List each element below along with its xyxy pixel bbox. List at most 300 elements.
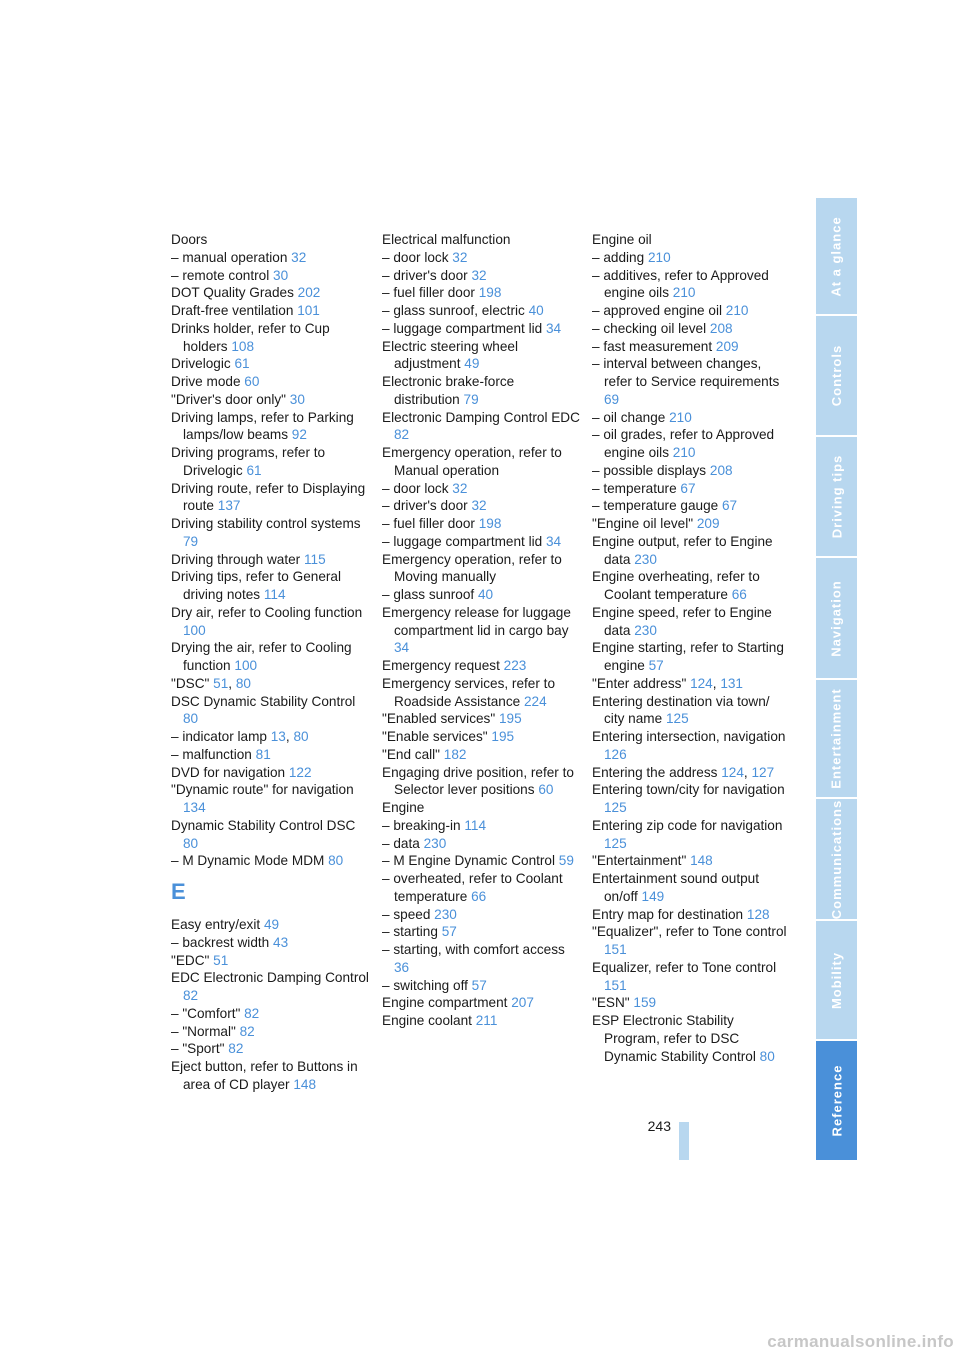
index-entry-text: "End call" xyxy=(382,746,441,762)
index-entry xyxy=(592,959,792,995)
page-number: 243 xyxy=(647,1118,671,1134)
page-link[interactable]: 210 xyxy=(647,249,671,265)
chapter-tab-reference[interactable] xyxy=(816,1041,857,1160)
index-entry-text: – additives, refer to Approved engine oils xyxy=(592,267,769,301)
page-link[interactable]: 61 xyxy=(246,462,262,478)
index-entry xyxy=(592,231,792,249)
index-entry-text: – M Dynamic Mode MDM xyxy=(171,853,325,869)
chapter-tab-driving-tips[interactable] xyxy=(816,437,857,556)
page-link[interactable]: 207 xyxy=(511,995,534,1011)
index-entry-text: Driving stability control systems xyxy=(171,516,361,531)
chapter-tab-label: Driving tips xyxy=(829,454,845,539)
page-link[interactable]: 230 xyxy=(634,551,657,567)
chapter-tab-communications[interactable] xyxy=(816,799,857,919)
chapter-tab-label: Controls xyxy=(829,344,845,407)
page-link[interactable]: 79 xyxy=(463,391,479,407)
page-link[interactable]: 30 xyxy=(273,267,289,283)
page-link[interactable]: 32 xyxy=(471,498,487,514)
index-entry-text: Equalizer, refer to Tone control xyxy=(592,959,777,975)
index-entry-text: – manual operation xyxy=(171,249,288,265)
page-link[interactable]: 182 xyxy=(443,746,467,762)
page-link[interactable]: 108 xyxy=(231,338,255,354)
index-entry xyxy=(382,249,582,267)
index-entry xyxy=(592,533,792,569)
index-entry xyxy=(592,604,792,640)
page-link[interactable]: 125 xyxy=(604,835,627,851)
page-link[interactable]: 32 xyxy=(471,267,487,283)
index-entry xyxy=(382,923,582,941)
index-entry xyxy=(382,728,582,746)
index-entry-text: Engine overheating, refer to Coolant temperature xyxy=(592,569,760,602)
page-link[interactable]: 40 xyxy=(477,587,494,602)
page-separator: , xyxy=(712,675,721,691)
index-entry xyxy=(171,355,371,373)
index-entry-text: "Enter address" xyxy=(592,675,687,691)
page-link[interactable]: 195 xyxy=(491,729,515,744)
index-entry-text: Drivelogic xyxy=(171,356,231,372)
index-entry-text: Driving programs, refer to Drivelogic xyxy=(171,445,326,478)
index-entry-text: – switching off xyxy=(382,977,468,993)
index-entry xyxy=(171,639,371,675)
index-entry-text: Electrical malfunction xyxy=(382,232,511,247)
index-entry xyxy=(592,480,792,498)
index-entry xyxy=(382,444,582,480)
index-entry xyxy=(382,267,582,285)
index-entry xyxy=(382,551,582,587)
page-link[interactable]: 137 xyxy=(217,498,241,514)
index-entry-text: – breaking-in xyxy=(382,817,461,833)
page-link[interactable]: 67 xyxy=(722,498,738,514)
index-entry-text: Dry air, refer to Cooling function xyxy=(171,604,363,620)
index-entry-text: Emergency release for luggage compartment lid in cargo bay xyxy=(382,604,571,638)
index-entry xyxy=(592,267,792,303)
index-entry xyxy=(382,284,582,302)
index-entry xyxy=(382,764,582,800)
index-entry-text: Entering town/city for navigation xyxy=(592,782,785,798)
index-entry xyxy=(592,764,792,782)
page-link[interactable]: 124 xyxy=(721,764,744,780)
page-link[interactable]: 60 xyxy=(244,374,260,389)
page-link[interactable]: 80 xyxy=(293,729,309,744)
index-entry-text: Engine speed, refer to Engine data xyxy=(592,604,772,638)
index-entry-text: Emergency operation, refer to Moving manually xyxy=(382,551,562,585)
index-entry-text: – temperature xyxy=(592,480,677,496)
index-entry-text: Entering zip code for navigation xyxy=(592,817,783,833)
index-entry-text: Eject button, refer to Buttons in area of CD player xyxy=(171,1059,358,1092)
page-link[interactable]: 67 xyxy=(680,480,696,496)
index-entry xyxy=(171,551,371,569)
page-link[interactable]: 34 xyxy=(394,640,410,656)
page-link[interactable]: 101 xyxy=(297,303,320,318)
index-entry-text: Entry map for destination xyxy=(592,906,744,922)
page-link[interactable]: 148 xyxy=(293,1076,317,1092)
index-entry-text: Engine oil xyxy=(592,232,652,247)
page-link[interactable]: 151 xyxy=(604,977,627,993)
chapter-tab-label: Mobility xyxy=(829,951,845,1009)
page-link[interactable]: 69 xyxy=(604,391,620,407)
index-entry-text: – oil change xyxy=(592,409,666,425)
index-entry xyxy=(171,604,371,640)
index-entry-text: Dynamic Stability Control DSC xyxy=(171,817,356,833)
page-link[interactable]: 198 xyxy=(478,285,502,301)
index-entry xyxy=(592,923,792,959)
page-link[interactable]: 195 xyxy=(498,711,522,727)
page-link[interactable]: 51 xyxy=(213,952,229,968)
page-link[interactable]: 209 xyxy=(715,338,739,354)
index-entry-text: Driving lamps, refer to Parking lamps/low beams xyxy=(171,409,354,443)
index-entry-text: Entering intersection, navigation xyxy=(592,729,786,744)
page-link[interactable]: 59 xyxy=(558,853,574,869)
index-entry-text: Driving tips, refer to General driving notes xyxy=(171,569,341,602)
index-entry-text: – "Normal" xyxy=(171,1023,236,1039)
index-entry-text: Electric steering wheel adjustment xyxy=(382,338,518,372)
index-entry xyxy=(382,338,582,374)
page-link[interactable]: 210 xyxy=(669,409,692,425)
index-entry-text: "DSC" xyxy=(171,675,210,691)
index-entry-text: "EDC" xyxy=(171,952,210,968)
chapter-tab-label: Navigation xyxy=(829,579,844,657)
page-link[interactable]: 49 xyxy=(263,917,280,932)
index-entry-text: DVD for navigation xyxy=(171,764,286,780)
index-entry-text: Emergency services, refer to Roadside Assistance xyxy=(382,675,556,709)
index-entry-text: Electronic brake-force distribution xyxy=(382,374,515,407)
index-entry xyxy=(382,657,582,675)
index-entry xyxy=(382,586,582,604)
index-entry-text: ESP Electronic Stability Program, refer to DSC Dynamic Stability Control xyxy=(592,1013,756,1064)
page-link[interactable]: 211 xyxy=(475,1013,498,1028)
page-link[interactable]: 223 xyxy=(503,658,527,673)
index-entry-text: "Dynamic route" for navigation xyxy=(171,782,354,798)
index-entry xyxy=(592,906,792,924)
index-entry xyxy=(171,1040,371,1058)
page-link[interactable]: 82 xyxy=(244,1005,260,1021)
page-link[interactable]: 66 xyxy=(731,587,747,602)
page-link[interactable]: 82 xyxy=(394,427,410,443)
page-link[interactable]: 202 xyxy=(297,285,321,301)
index-entry xyxy=(171,1005,371,1023)
chapter-tabs xyxy=(816,198,857,1160)
index-entry xyxy=(171,817,371,853)
index-entry-text: – door lock xyxy=(382,480,449,496)
index-entry xyxy=(382,533,582,551)
index-entry xyxy=(592,639,792,675)
page-link[interactable]: 80 xyxy=(235,675,251,691)
index-entry-text: Engine output, refer to Engine data xyxy=(592,533,773,567)
page-link[interactable]: 82 xyxy=(183,988,199,1003)
page-link[interactable]: 82 xyxy=(228,1041,244,1057)
chapter-tab-at-a-glance[interactable] xyxy=(816,198,857,314)
page-link[interactable]: 149 xyxy=(641,888,665,904)
index-entry xyxy=(592,249,792,267)
index-entry xyxy=(592,852,792,870)
index-entry-text: Easy entry/exit xyxy=(171,917,261,932)
page-link[interactable]: 114 xyxy=(263,587,286,602)
index-entry-text: Drinks holder, refer to Cup holders xyxy=(171,320,330,354)
page-link[interactable]: 81 xyxy=(255,746,271,762)
index-entry xyxy=(382,373,582,409)
index-entry xyxy=(592,994,792,1012)
chapter-tab-mobility[interactable] xyxy=(816,921,857,1039)
page-link[interactable]: 126 xyxy=(604,746,627,762)
index-entry-text: Drive mode xyxy=(171,374,241,389)
page-marker-bar xyxy=(679,1122,689,1160)
index-entry xyxy=(592,817,792,853)
page-link[interactable]: 131 xyxy=(720,675,743,691)
index-entry-text: "Equalizer", refer to Tone control xyxy=(592,924,787,940)
page-link[interactable]: 32 xyxy=(452,249,468,265)
chapter-tab-label: Reference xyxy=(829,1064,844,1137)
page-link[interactable]: 34 xyxy=(545,320,562,336)
index-entry xyxy=(382,835,582,853)
page-link[interactable]: 92 xyxy=(291,427,307,443)
chapter-tab-entertainment[interactable] xyxy=(816,680,857,797)
page-link[interactable]: 13 xyxy=(270,729,286,744)
page-link[interactable]: 57 xyxy=(471,977,487,993)
page-link[interactable]: 114 xyxy=(464,817,487,833)
index-column-1 xyxy=(171,231,371,1094)
page-link[interactable]: 80 xyxy=(183,835,199,851)
index-entry-text: – remote control xyxy=(171,267,270,283)
chapter-tab-navigation[interactable] xyxy=(816,558,857,678)
index-entry-text: – fuel filler door xyxy=(382,516,475,531)
index-entry-text: Engine starting, refer to Starting engine xyxy=(592,640,784,673)
index-entry xyxy=(171,1058,371,1094)
index-entry-text: – oil grades, refer to Approved engine oils xyxy=(592,427,775,460)
watermark: carmanualsonline.info xyxy=(767,1332,954,1351)
index-entry xyxy=(592,675,792,693)
index-entry-text: Engine coolant xyxy=(382,1013,472,1028)
index-entry-text: – malfunction xyxy=(171,746,252,762)
page-link[interactable]: 32 xyxy=(291,249,307,265)
index-entry xyxy=(171,781,371,817)
page-link[interactable]: 34 xyxy=(545,533,562,549)
index-entry xyxy=(382,231,582,249)
index-entry-text: – luggage compartment lid xyxy=(382,320,543,336)
index-entry xyxy=(171,746,371,764)
index-entry xyxy=(592,426,792,462)
index-entry xyxy=(382,817,582,835)
page-link[interactable]: 198 xyxy=(478,516,502,531)
index-entry-text: – approved engine oil xyxy=(592,303,722,318)
index-entry xyxy=(592,568,792,604)
index-entry-text: Draft-free ventilation xyxy=(171,303,294,318)
index-entry xyxy=(592,515,792,533)
index-entry xyxy=(171,969,371,1005)
index-column-3 xyxy=(592,231,792,1065)
chapter-tab-controls[interactable] xyxy=(816,316,857,435)
index-entry-text: – driver's door xyxy=(382,498,468,514)
index-entry-text: – data xyxy=(382,835,420,851)
index-entry xyxy=(171,764,371,782)
page-link[interactable]: 208 xyxy=(709,320,733,336)
index-entry-text: Drying the air, refer to Cooling function xyxy=(171,640,352,673)
index-entry xyxy=(382,497,582,515)
index-entry xyxy=(171,934,371,952)
index-entry xyxy=(171,693,371,729)
page-link[interactable]: 66 xyxy=(471,888,487,904)
page-link[interactable]: 49 xyxy=(464,356,480,372)
index-entry xyxy=(382,480,582,498)
index-entry-text: Doors xyxy=(171,232,208,247)
index-entry xyxy=(171,231,371,249)
index-entry-text: – starting, with comfort access xyxy=(382,942,565,957)
page-link[interactable]: 115 xyxy=(303,551,326,567)
page-link[interactable]: 36 xyxy=(394,959,410,975)
page-link[interactable]: 32 xyxy=(452,480,468,496)
index-entry xyxy=(382,1012,582,1030)
page-link[interactable]: 224 xyxy=(523,693,547,709)
page-link[interactable]: 124 xyxy=(690,675,713,691)
index-entry-text: – fast measurement xyxy=(592,338,713,354)
index-entry-text: – starting xyxy=(382,924,438,940)
chapter-tab-label: Entertainment xyxy=(829,688,844,789)
index-entry-text: – temperature gauge xyxy=(592,498,719,514)
page-link[interactable]: 80 xyxy=(183,711,199,727)
page-link[interactable]: 80 xyxy=(328,853,344,869)
index-entry xyxy=(382,710,582,728)
index-entry-text: Entertainment sound output on/off xyxy=(592,871,760,904)
page-link[interactable]: 57 xyxy=(648,658,664,673)
index-entry xyxy=(382,906,582,924)
page-link[interactable]: 40 xyxy=(528,303,544,318)
index-entry-text: Emergency operation, refer to Manual operation xyxy=(382,445,562,478)
index-entry xyxy=(382,746,582,764)
index-entry-text: Engine xyxy=(382,800,425,815)
index-entry-text: Emergency request xyxy=(382,658,500,673)
page-separator: , xyxy=(228,675,236,691)
index-entry-text: – glass sunroof, electric xyxy=(382,303,525,318)
index-entry-text: Electronic Damping Control EDC xyxy=(382,409,580,425)
page-separator: , xyxy=(285,729,294,744)
page-link[interactable]: 210 xyxy=(725,303,749,318)
chapter-tab-label: At a glance xyxy=(829,215,845,297)
index-entry-text: – driver's door xyxy=(382,267,468,283)
page-link[interactable]: 159 xyxy=(633,995,657,1011)
index-entry-text: "ESN" xyxy=(592,995,630,1011)
index-entry xyxy=(382,977,582,995)
index-letter-heading: E xyxy=(171,879,186,904)
page-link[interactable]: 209 xyxy=(696,516,720,531)
index-entry xyxy=(171,373,371,391)
page-link[interactable]: 125 xyxy=(665,711,689,727)
page-link[interactable]: 127 xyxy=(751,764,775,780)
index-entry xyxy=(382,604,582,657)
index-entry-text: – "Sport" xyxy=(171,1041,225,1057)
index-entry xyxy=(592,497,792,515)
index-entry-text: – luggage compartment lid xyxy=(382,533,543,549)
index-entry-text: – checking oil level xyxy=(592,320,707,336)
page-link[interactable]: 210 xyxy=(672,285,696,301)
index-entry-text: EDC Electronic Damping Control xyxy=(171,970,369,986)
page-link[interactable]: 151 xyxy=(604,942,627,957)
index-entry xyxy=(382,302,582,320)
index-entry xyxy=(171,302,371,320)
index-entry xyxy=(592,870,792,906)
page-link[interactable]: 57 xyxy=(441,924,457,940)
index-entry xyxy=(592,1012,792,1065)
index-entry xyxy=(171,284,371,302)
index-entry-text: Entering the address xyxy=(592,764,718,780)
index-entry xyxy=(592,781,792,817)
index-entry xyxy=(382,852,582,870)
page-link[interactable]: 230 xyxy=(423,835,447,851)
page-link[interactable]: 100 xyxy=(183,622,206,638)
index-entry xyxy=(592,409,792,427)
page-link[interactable]: 80 xyxy=(759,1048,775,1064)
page-link[interactable]: 79 xyxy=(183,533,199,549)
page-link[interactable]: 148 xyxy=(690,853,713,869)
page-link[interactable]: 82 xyxy=(239,1023,255,1039)
page-link[interactable]: 230 xyxy=(634,622,657,638)
page-link[interactable]: 125 xyxy=(604,800,627,815)
index-entry-text: – interval between changes, refer to Service requirements xyxy=(592,356,780,389)
page-link[interactable]: 134 xyxy=(183,800,206,815)
index-entry xyxy=(382,799,582,817)
page-link[interactable]: 122 xyxy=(288,764,312,780)
index-entry xyxy=(382,515,582,533)
page-link[interactable]: 61 xyxy=(234,356,250,372)
index-entry-text: – adding xyxy=(592,249,645,265)
index-entry xyxy=(592,462,792,480)
index-entry xyxy=(171,267,371,285)
index-entry xyxy=(382,320,582,338)
index-entry xyxy=(171,1023,371,1041)
index-entry xyxy=(592,355,792,408)
index-entry xyxy=(382,994,582,1012)
index-entry xyxy=(171,320,371,356)
index-entry-text: – door lock xyxy=(382,249,449,265)
index-entry-text: Engine compartment xyxy=(382,995,508,1011)
index-entry-text: "Engine oil level" xyxy=(592,516,694,531)
index-entry-text: DOT Quality Grades xyxy=(171,285,294,301)
page-link[interactable]: 51 xyxy=(213,675,229,691)
index-entry-text: "Driver's door only" xyxy=(171,391,286,407)
index-entry xyxy=(171,391,371,409)
index-entry-text: Driving through water xyxy=(171,551,301,567)
index-entry xyxy=(171,444,371,480)
index-entry xyxy=(592,320,792,338)
index-entry-text: – fuel filler door xyxy=(382,285,475,301)
index-column-2 xyxy=(382,231,582,1030)
index-entry xyxy=(592,693,792,729)
index-entry-text: Entering destination via town/ city name xyxy=(592,693,770,727)
page-link[interactable]: 60 xyxy=(538,782,554,798)
index-entry xyxy=(171,568,371,604)
index-entry-text: "Entertainment" xyxy=(592,853,687,869)
index-entry xyxy=(171,515,371,551)
index-entry xyxy=(171,249,371,267)
index-entry xyxy=(171,409,371,445)
index-entry-text: – speed xyxy=(382,906,431,922)
index-entry xyxy=(382,870,582,906)
page-link[interactable]: 128 xyxy=(746,906,770,922)
index-entry-text: – M Engine Dynamic Control xyxy=(382,853,556,869)
index-entry xyxy=(171,675,371,693)
index-entry-text: – "Comfort" xyxy=(171,1005,241,1021)
page-link[interactable]: 210 xyxy=(672,445,696,460)
index-entry xyxy=(382,941,582,977)
index-entry xyxy=(171,952,371,970)
index-entry-text: "Enabled services" xyxy=(382,711,496,727)
index-entry xyxy=(171,480,371,516)
page-link[interactable]: 230 xyxy=(434,906,457,922)
page-link[interactable]: 100 xyxy=(234,658,258,673)
index-entry xyxy=(171,728,371,746)
page-link[interactable]: 30 xyxy=(289,391,305,407)
page-link[interactable]: 43 xyxy=(273,934,289,950)
index-entry-text: – indicator lamp xyxy=(171,729,267,744)
page-link[interactable]: 208 xyxy=(709,462,733,478)
